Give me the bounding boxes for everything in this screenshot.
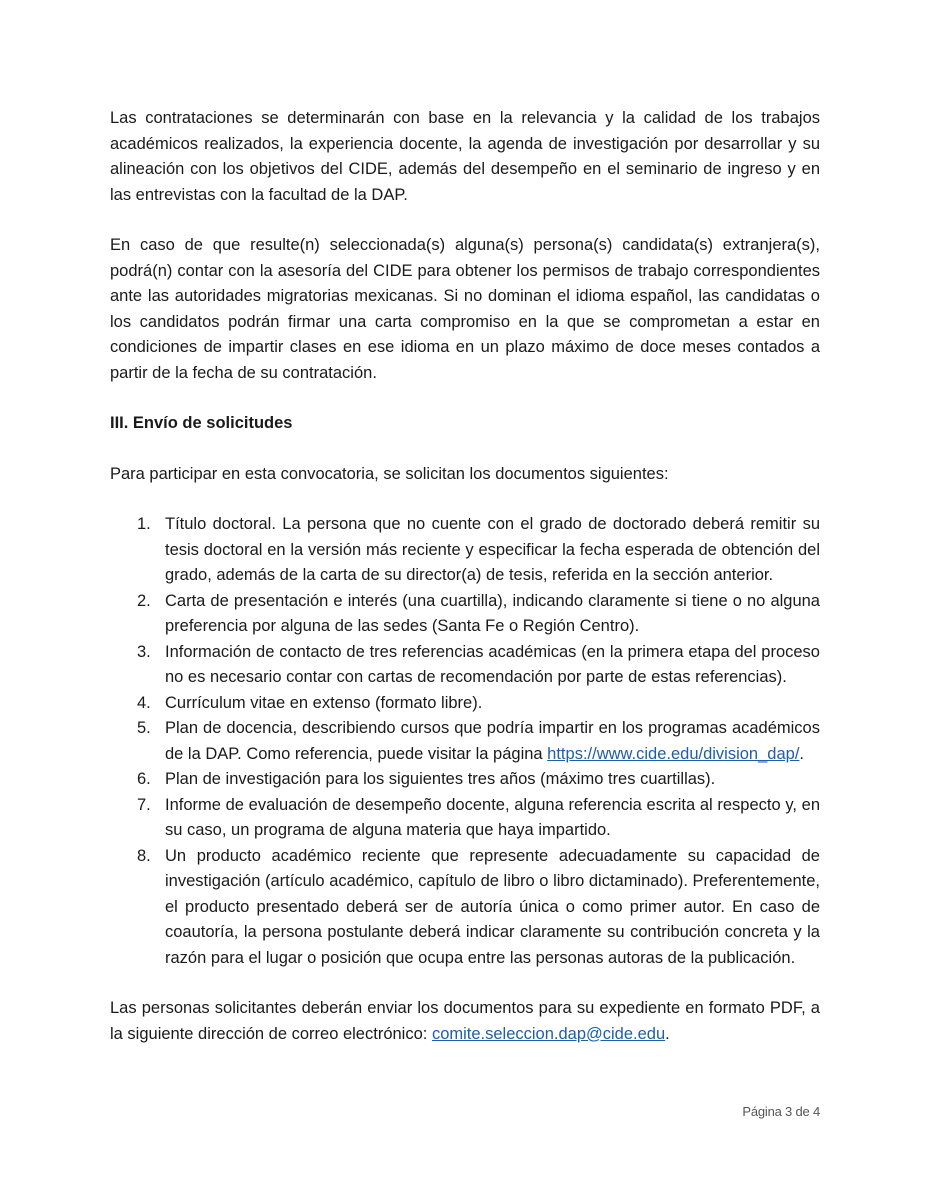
paragraph-hiring-criteria: Las contrataciones se determinarán con base en la relevancia y la calidad de los trabajos académicos realizados, la experiencia docente, la agenda de investigación por desarrollar y su alineación con los objetivos del CIDE, además del desempeño en el seminario de ingreso y en las entrevistas con la facultad de la DAP. [110, 109, 820, 204]
list-item-text: Plan de investigación para los siguientes tres años (máximo tres cuartillas). [165, 770, 716, 788]
list-item-text: Carta de presentación e interés (una cuartilla), indicando claramente si tiene o no alguna preferencia por alguna de las sedes (Santa Fe o Región Centro). [165, 591, 820, 635]
paragraph-foreign-candidates: En caso de que resulte(n) seleccionada(s) alguna(s) persona(s) candidata(s) extranjera(s), podrá(n) contar con la asesoría del CIDE para obtener los permisos de trabajo correspondientes ante las autoridades migratorias mexicanas. Si no dominan el idioma español, las candidatas o los candidatos podrán firmar una carta compromiso en la que se comprometan a estar en condiciones de impartir clases en ese idioma en un plazo máximo de doce meses contados a partir de la fecha de su contratación. [110, 236, 820, 382]
dap-website-link[interactable]: https://www.cide.edu/division_dap/ [547, 744, 800, 763]
list-number: 4. [137, 693, 151, 712]
list-number: 5. [137, 719, 151, 737]
list-number: 7. [137, 795, 151, 814]
list-number: 1. [137, 515, 151, 533]
requirements-list [110, 512, 820, 971]
document-page [110, 106, 820, 1047]
list-item [110, 716, 820, 767]
list-item [110, 691, 820, 717]
list-item [110, 640, 820, 691]
list-item [110, 589, 820, 640]
list-item [110, 512, 820, 589]
list-item-text: Un producto académico reciente que represente adecuadamente su capacidad de investigación (artículo académico, capítulo de libro o libro dictaminado). Preferentemente, el producto presentado deberá ser de autoría única o como primer autor. En caso de coautoría, la persona postulante deberá indicar claramente su contribución concreta y la razón para el lugar o posición que ocupa entre las personas autoras de la publicación. [165, 846, 820, 967]
list-number: 6. [137, 770, 151, 788]
section-heading: III. Envío de solicitudes [110, 414, 293, 432]
list-number: 3. [137, 642, 151, 661]
closing-text-end: . [665, 1024, 670, 1043]
page-number: Página 3 de 4 [742, 1104, 820, 1119]
closing-paragraph [110, 996, 820, 1047]
list-number: 2. [137, 591, 151, 610]
section-intro: Para participar en esta convocatoria, se solicitan los documentos siguientes: [110, 464, 669, 483]
closing-text: Las personas solicitantes deberán enviar los documentos para su expediente en formato PDF, a la siguiente dirección de correo electrónico: [110, 999, 820, 1043]
list-item-text: Plan de docencia, describiendo cursos que podría impartir en los programas académicos de la DAP. Como referencia, puede visitar la página [165, 719, 820, 763]
list-item-text: Currículum vitae en extenso (formato libre). [165, 693, 483, 712]
list-item [110, 793, 820, 844]
email-link[interactable]: comite.seleccion.dap@cide.edu [431, 1024, 666, 1043]
list-item-text: Información de contacto de tres referencias académicas (en la primera etapa del proceso no es necesario contar con cartas de recomendación por parte de estas referencias). [165, 642, 820, 686]
list-number: 8. [137, 846, 151, 865]
list-item-text: Informe de evaluación de desempeño docente, alguna referencia escrita al respecto y, en su caso, un programa de alguna materia que haya impartido. [165, 795, 820, 839]
list-item [110, 767, 820, 793]
list-item-text: Título doctoral. La persona que no cuente con el grado de doctorado deberá remitir su tesis doctoral en la versión más reciente y especificar la fecha esperada de obtención del grado, además de la carta de su director(a) de tesis, referida en la sección anterior. [165, 515, 820, 584]
list-item-text-end: . [799, 744, 804, 763]
list-item [110, 844, 820, 972]
